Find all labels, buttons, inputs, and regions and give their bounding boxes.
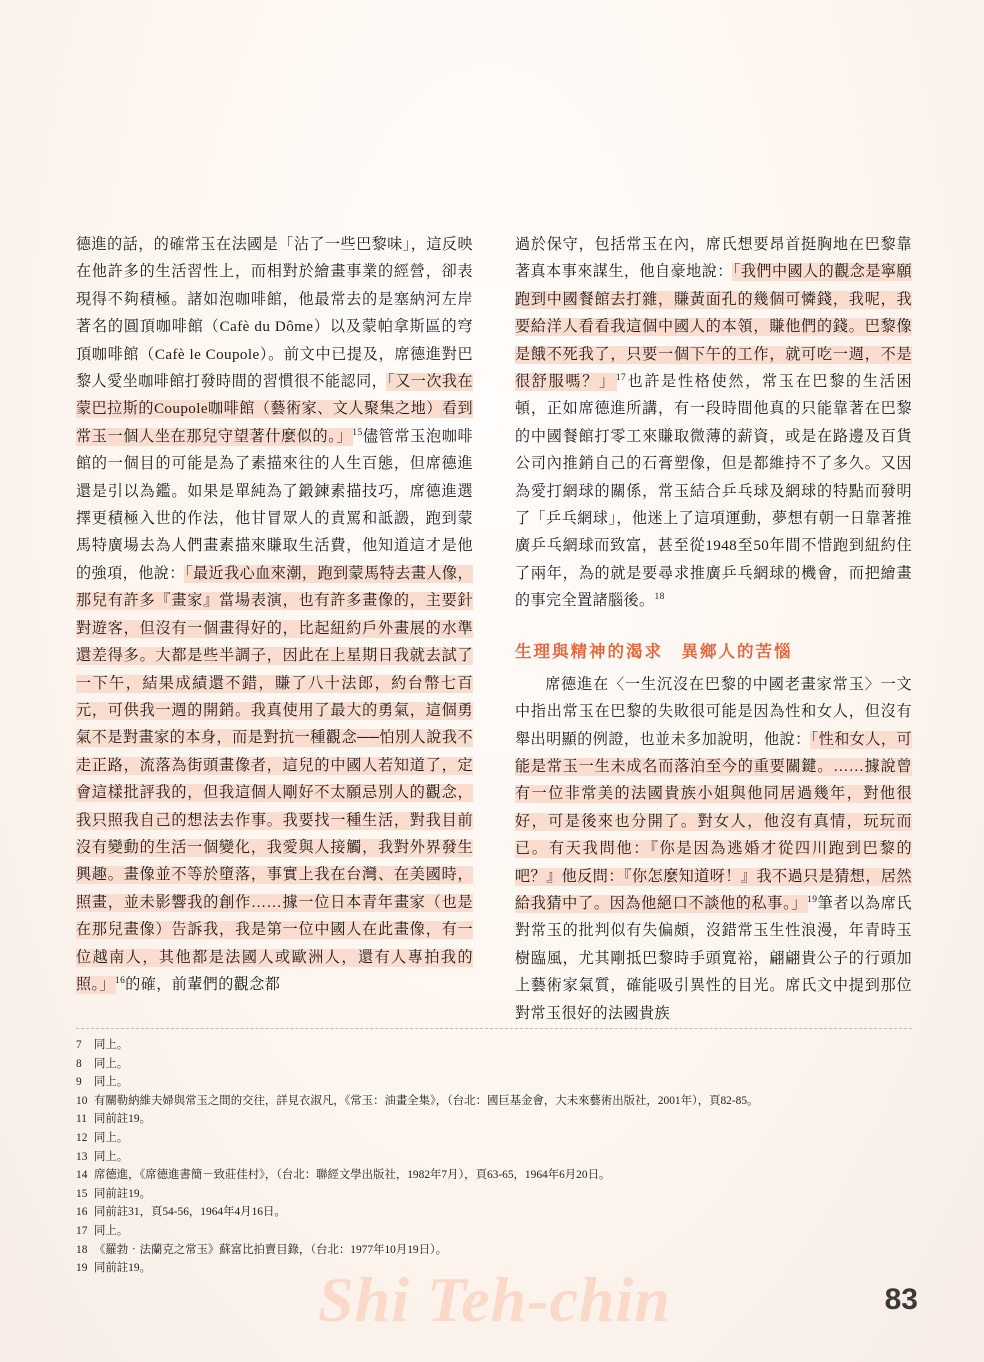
page-number: 83	[884, 1283, 918, 1316]
right-quote-1: 「我們中國人的觀念是寧願跑到中國餐館去打雜，賺黃面孔的幾個可憐錢，我呢，我要給洋人看看我這個中國人的本領，賺他們的錢。巴黎像是餓不死我了，只要一個下午的工作，就可吃一週，不是很舒服嗎？」	[515, 264, 912, 391]
right-column-paragraph-1	[515, 232, 912, 616]
right-column	[515, 232, 912, 1028]
footnote-text: 同前註31，頁54-56，1964年4月16日。	[94, 1206, 286, 1219]
footnote-item	[76, 1222, 936, 1241]
footnote-item	[76, 1055, 936, 1074]
footnote-item	[76, 1129, 936, 1148]
right-quote-2: 「性和女人，可能是常玉一生未成名而落泊至今的重要關鍵。……據說曾有一位非常美的法國貴族小姐與他同居過幾年，對他很好，可是後來也分開了。對女人，他沒有真情，玩玩而已。有天我問他：『你是因為逃婚才從四川跑到巴黎的吧？』他反問：『你怎麼知道呀！』我不過只是猜想，居然給我猜中了。因為他絕口不談他的私事。」	[515, 731, 912, 912]
footnote-number: 17	[76, 1224, 88, 1237]
footnote-ref-18: 18	[654, 592, 665, 603]
footnote-text: 同上。	[94, 1039, 129, 1051]
left-quote-2: 「最近我心血來潮，跑到蒙馬特去畫人像，那兒有許多『畫家』當場表演，也有許多畫像的，主要針對遊客，但沒有一個畫得好的，比起紐約戶外畫展的水準還差得多。大都是些半調子，因此在上星期日我就去試了一下午，結果成績還不錯，賺了八十法郎，約台幣七百元，可供我一週的開銷。我真使用了最大的勇氣，這個勇氣不是對畫家的本身，而是對抗一種觀念──怕別人說我不走正路，流落為街頭畫像者，這兒的中國人若知道了，定會這樣批評我的，但我這個人剛好不太願忌別人的觀念，我只照我自己的想法去作事。我要找一種生活，對我目前沒有變動的生活一個變化，我愛與人接觸，我對外界發生興趣。畫像並不等於墮落，事實上我在台灣、在美國時，照畫，並未影響我的創作……據一位日本青年畫家（也是在那兒畫像）告訴我，我是第一位中國人在此畫像，有一位越南人，其他都是法國人或歐洲人，還有人專拍我的照。」	[76, 565, 473, 993]
footnote-number: 9	[76, 1076, 82, 1089]
left-quote-1: 「又一次我在蒙巴拉斯的Coupole咖啡館（藝術家、文人聚集之地）看到常玉一個人坐在那兒守望著什麼似的。」	[76, 374, 473, 445]
footnote-item	[76, 1092, 936, 1111]
footnote-number: 11	[76, 1113, 87, 1126]
footnote-item	[76, 1073, 936, 1092]
footnote-number: 16	[76, 1206, 88, 1219]
footnote-item	[76, 1185, 936, 1204]
footnote-text: 同上。	[94, 1076, 129, 1089]
footnote-item	[76, 1110, 936, 1129]
left-para-part3: 的確，前輩們的觀念都	[125, 976, 281, 993]
right-para2-part2: 筆者以為席氏對常玉的批判似有失偏頗，沒錯常玉生性浪漫，年青時玉樹臨風，尤其剛抵巴黎時手頭寬裕，翩翩貴公子的行頭加上藝術家氣質，確能吸引異性的目光。席氏文中提到那位對常玉很好的法國貴族	[515, 895, 912, 1022]
footnote-number: 14	[76, 1169, 88, 1182]
footnote-number: 19	[76, 1262, 88, 1275]
footnote-number: 8	[76, 1057, 82, 1070]
right-column-paragraph-2	[515, 672, 912, 1028]
footnote-list	[76, 1036, 936, 1278]
footnote-item	[76, 1166, 936, 1185]
footnote-item	[76, 1241, 936, 1260]
right-para2-part1: 席德進在〈一生沉沒在巴黎的中國老畫家常玉〉一文中指出常玉在巴黎的失敗很可能是因為性和女人，但沒有舉出明顯的例證，也並未多加說明，他說：	[515, 676, 912, 748]
right-para1-part1: 過於保守，包括常玉在內，席氏想要昂首挺胸地在巴黎靠著真本事來謀生，他自豪地說：	[515, 237, 912, 281]
footnote-number: 18	[76, 1243, 88, 1256]
footnote-text: 同上。	[94, 1150, 129, 1163]
watermark-text: Shi Teh-chin	[318, 1264, 671, 1335]
footnote-ref-17: 17	[615, 373, 627, 383]
footnote-item	[76, 1036, 936, 1055]
footnote-number: 13	[76, 1150, 88, 1163]
footnote-text: 《羅勃‧法蘭克之常玉》蘇富比拍賣目錄，（台北：1977年10月19日）。	[94, 1243, 448, 1256]
footnote-text: 席德進，《席德進書簡－致莊佳村》，（台北：聯經文學出版社，1982年7月），頁63-65，1964年6月20日。	[94, 1169, 611, 1182]
footnote-text: 同上。	[94, 1057, 129, 1070]
footnote-ref-19: 19	[807, 894, 818, 905]
footnote-text: 同前註19。	[94, 1262, 151, 1275]
footnote-divider	[76, 1028, 912, 1029]
footnote-ref-16: 16	[114, 975, 126, 986]
footnote-number: 12	[76, 1131, 88, 1144]
left-para-part1: 德進的話，的確常玉在法國是「沾了一些巴黎味」，這反映在他許多的生活習性上，而相對於繪畫事業的經營，卻表現得不夠積極。諸如泡咖啡館，他最常去的是塞納河左岸著名的圓頂咖啡館（Cafè du Dôme）以及蒙帕拿斯區的穹頂咖啡館（Cafè le Coupole）。前文中已提及，席德進對巴黎人愛坐咖啡館打發時間的習慣很不能認同，	[76, 237, 473, 391]
footnote-text: 同上。	[94, 1224, 129, 1237]
footnote-text: 同前註19。	[94, 1113, 151, 1126]
footnote-number: 10	[76, 1094, 88, 1107]
footnote-text: 同前註19。	[94, 1187, 151, 1200]
footnote-number: 15	[76, 1187, 88, 1200]
right-para1-part2: 也許是性格使然，常玉在巴黎的生活困頓，正如席德進所講，有一段時間他真的只能靠著在巴黎的中國餐館打零工來賺取微薄的薪資，或是在路邊及百貨公司內推銷自己的石膏塑像，但是都維持不了多久。又因為愛打網球的關係，常玉結合乒乓球及網球的特點而發明了「乒乓網球」，他迷上了這項運動，夢想有朝一日靠著推廣乒乓網球而致富，甚至從1948至50年間不惜跑到紐約住了兩年，為的就是要尋求推廣乒乓網球的機會，而把繪畫的事完全置諸腦後。	[515, 374, 912, 610]
section-heading: 生理與精神的渴求 異鄉人的苦惱	[515, 641, 793, 661]
footnote-item	[76, 1148, 936, 1167]
footnote-text: 同上。	[94, 1131, 129, 1144]
body-columns	[76, 232, 912, 1028]
left-column-paragraph	[76, 232, 473, 999]
left-para-part2: 儘管常玉泡咖啡館的一個目的可能是為了素描來往的人生百態，但席德進還是引以為鑑。如果是單純為了鍛鍊素描技巧，席德進選擇更積極入世的作法，他甘冒眾人的責罵和詆譭，跑到蒙馬特廣場去為人們畫素描來賺取生活費，他知道這才是他的強項，他說：	[76, 428, 473, 582]
footnote-text: 有關勒納維夫婦與常玉之間的交往，詳見衣淑凡，《常玉：油畫全集》，（台北：國巨基金會，大未來藝術出版社，2001年），頁82-85。	[94, 1094, 759, 1107]
footnote-ref-15: 15	[352, 427, 363, 438]
footnote-number: 7	[76, 1039, 82, 1051]
left-column	[76, 232, 473, 1028]
footnote-item	[76, 1203, 936, 1222]
